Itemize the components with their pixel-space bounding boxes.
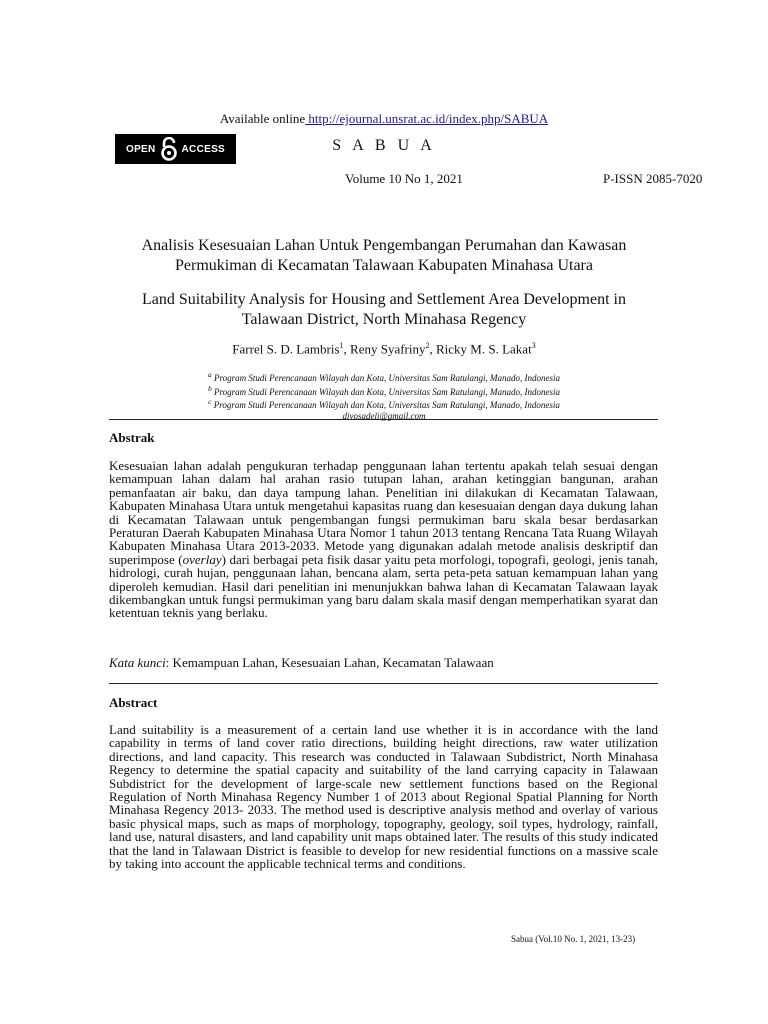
abstrak-body	[109, 459, 658, 620]
author-name: Reny Syafriny	[350, 341, 426, 357]
author-superscript: 2	[425, 341, 430, 350]
affiliations	[0, 370, 768, 421]
title-indonesian	[0, 236, 768, 276]
affiliation-line	[0, 397, 768, 411]
author-email: divosadeli@gmail.com	[342, 410, 426, 421]
affiliation-line	[0, 384, 768, 398]
section-divider	[109, 683, 658, 684]
affiliation-line	[0, 370, 768, 384]
affiliation-mark: a	[207, 370, 212, 379]
keywords-text: : Kemampuan Lahan, Kesesuaian Lahan, Kecamatan Talawaan	[165, 655, 494, 670]
keywords-line	[109, 655, 494, 671]
author-list	[0, 341, 768, 357]
author-separator: ,	[429, 341, 436, 357]
logo-open-text: OPEN	[125, 143, 156, 155]
abstract-body: Land suitability is a measurement of a certain land use whether it is in accordance with the land capability in terms of land cover ratio directions, building height directions, raw water utilization directions, and land capacity. This research was conducted in Talawaan Subdistrict, North Minahasa Regency to determine the spatial capacity and suitability of the land carrying capacity in Talawaan Subdistrict for the development of large-scale new settlement functions based on the Regional Regulation of North Minahasa Regency Number 1 of 2013 about Regional Spatial Planning for North Minahasa Regency 2013- 2033. The method used is descriptive analysis method and overlay of various basic physical maps, such as maps of morphology, topography, geology, soil types, hydrology, rainfall, land use, natural disasters, and land capability unit maps obtained later. The results of this study indicated that the land in Talawaan District is feasible to develop for new residential functions on a massive scale by taking into account the applicable technical terms and conditions.	[109, 722, 658, 872]
availability-prefix: Available online	[219, 111, 306, 126]
keywords-label: Kata kunci	[109, 655, 166, 670]
affiliation-text: Program Studi Perencanaan Wilayah dan Kota, Universitas Sam Ratulangi, Manado, Indonesia	[213, 386, 561, 397]
abstrak-heading: Abstrak	[109, 430, 155, 445]
author-superscript: 1	[339, 341, 344, 350]
page-footer: Sabua (Vol.10 No. 1, 2021, 13-23)	[511, 934, 636, 944]
section-divider	[109, 419, 658, 420]
author-superscript: 3	[531, 341, 536, 350]
affiliation-mark: c	[208, 397, 212, 406]
title-line: Permukiman di Kecamatan Talawaan Kabupaten Minahasa Utara	[175, 257, 593, 274]
logo-access-text: ACCESS	[181, 143, 226, 155]
affiliation-mark: b	[207, 383, 212, 393]
title-english	[0, 290, 768, 330]
issn: P-ISSN 2085-7020	[603, 171, 703, 186]
availability-line	[0, 111, 768, 127]
affiliation-text: Program Studi Perencanaan Wilayah dan Kota, Universitas Sam Ratulangi, Manado, Indonesia	[213, 400, 560, 410]
title-line: Land Suitability Analysis for Housing and Settlement Area Development in	[142, 291, 626, 308]
abstract-heading: Abstract	[109, 695, 158, 710]
title-line: Talawaan District, North Minahasa Regency	[241, 311, 527, 328]
author-name: Ricky M. S. Lakat	[436, 341, 532, 357]
volume-info: Volume 10 No 1, 2021	[345, 171, 463, 186]
abstrak-text: ) dari berbagai peta fisik dasar yaitu peta morfologi, topografi, geologi, jenis tanah, hidrologi, curah hujan, penggunaan lahan, bencana alam, serta peta-peta satuan kemampuan lahan yang diperoleh kemudian. Hasil dari penelitian ini menunjukkan bahwa lahan di Kecamatan Talawaan layak dikembangkan untuk fungsi permukiman yang baru dalam skala masif dengan memperhatikan syarat dan ketentuan teknis yang berlaku.	[109, 551, 658, 621]
abstrak-text: Kesesuaian lahan adalah pengukuran terhadap penggunaan lahan tertentu apakah telah sesuai dengan kemampuan lahan dalam hal arahan rasio tutupan lahan, arahan ketinggian bangunan, arahan pemanfaatan air baku, dan daya tampung lahan. Penelitian ini dilakukan di Kecamatan Talawaan, Kabupaten Minahasa Utara untuk mengetahui kapasitas ruang dan kesesuaian dengan daya dukung lahan di Kecamatan Talawaan untuk pengembangan fungsi permukiman baru skala besar berdasarkan Peraturan Daerah Kabupaten Minahasa Utara Nomor 1 tahun 2013 tentang Rencana Tata Ruang Wilayah Kabupaten Minahasa Utara 2013-2033. Metode yang digunakan adalah metode analisis deskriptif dan superimpose (	[109, 458, 658, 567]
author-separator: ,	[343, 341, 351, 357]
author-name: Farrel S. D. Lambris	[232, 341, 340, 357]
affiliation-text: Program Studi Perencanaan Wilayah dan Kota, Universitas Sam Ratulangi, Manado, Indonesia	[213, 373, 561, 383]
journal-url-link[interactable]: http://ejournal.unsrat.ac.id/index.php/SABUA	[305, 111, 549, 126]
abstrak-italic-term: overlay	[182, 551, 222, 567]
journal-name: S A B U A	[332, 137, 436, 154]
title-line: Analisis Kesesuaian Lahan Untuk Pengembangan Perumahan dan Kawasan	[141, 237, 627, 254]
